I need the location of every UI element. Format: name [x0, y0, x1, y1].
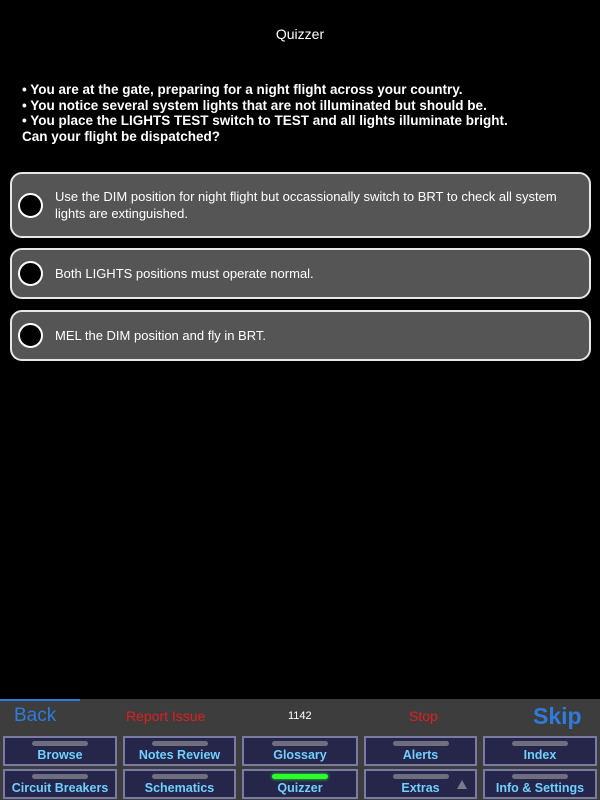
- tab-browse[interactable]: [3, 736, 117, 766]
- tab-notes-review[interactable]: [123, 736, 236, 766]
- page-title: Quizzer: [275, 26, 325, 42]
- tab-indicator: [152, 774, 208, 779]
- radio-button-icon[interactable]: [18, 193, 43, 218]
- tab-active-indicator: [272, 774, 328, 779]
- question-line: • You are at the gate, preparing for a night flight across your country.: [22, 82, 463, 97]
- tab-indicator: [393, 774, 449, 779]
- tab-label: Alerts: [402, 748, 439, 762]
- back-button[interactable]: Back: [14, 705, 57, 726]
- tab-schematics[interactable]: [123, 769, 236, 799]
- report-issue-button[interactable]: Report Issue: [126, 708, 206, 724]
- radio-button-icon[interactable]: [18, 261, 43, 286]
- tab-label: Notes Review: [138, 748, 221, 762]
- tab-indicator: [152, 741, 208, 746]
- tab-info-settings[interactable]: [483, 769, 597, 799]
- tab-label: Browse: [37, 748, 83, 762]
- tab-glossary[interactable]: [242, 736, 358, 766]
- answer-text: MEL the DIM position and fly in BRT.: [55, 328, 266, 343]
- answer-option-3[interactable]: [10, 310, 591, 361]
- tab-extras[interactable]: [364, 769, 477, 799]
- tab-alerts[interactable]: [364, 736, 477, 766]
- tab-indicator: [272, 741, 328, 746]
- question-prompt: Can your flight be dispatched?: [22, 128, 221, 144]
- skip-button[interactable]: Skip: [533, 702, 582, 729]
- tab-indicator: [512, 741, 568, 746]
- radio-button-icon[interactable]: [18, 323, 43, 348]
- tab-label: Circuit Breakers: [11, 781, 109, 795]
- question-line: • You place the LIGHTS TEST switch to TEST and all lights illuminate bright.: [22, 113, 508, 128]
- tab-quizzer[interactable]: [242, 769, 358, 799]
- question-text: [22, 82, 582, 144]
- stop-button[interactable]: Stop: [409, 708, 438, 724]
- bottom-toolbar: [0, 699, 600, 800]
- tab-indicator: [32, 741, 88, 746]
- answer-text: Both LIGHTS positions must operate normal.: [55, 266, 314, 281]
- tab-circuit-breakers[interactable]: [3, 769, 117, 799]
- tab-indicator: [393, 741, 449, 746]
- tab-label: Info & Settings: [495, 781, 585, 795]
- tab-label: Schematics: [144, 781, 215, 795]
- tab-label: Extras: [401, 781, 440, 795]
- question-line: • You notice several system lights that are not illuminated but should be.: [22, 97, 487, 113]
- question-count: 1142: [288, 710, 312, 722]
- tab-indicator: [512, 774, 568, 779]
- answer-option-2[interactable]: [10, 248, 591, 299]
- answer-text: Use the DIM position for night flight but occassionally switch to BRT to check all system lights are extinguished.: [55, 189, 557, 221]
- tab-label: Index: [523, 748, 557, 762]
- answer-option-1[interactable]: [10, 172, 591, 238]
- tab-label: Glossary: [273, 748, 327, 762]
- tab-indicator: [32, 774, 88, 779]
- tab-label: Quizzer: [277, 781, 323, 795]
- tab-index[interactable]: [483, 736, 597, 766]
- up-arrow-icon: [457, 780, 467, 789]
